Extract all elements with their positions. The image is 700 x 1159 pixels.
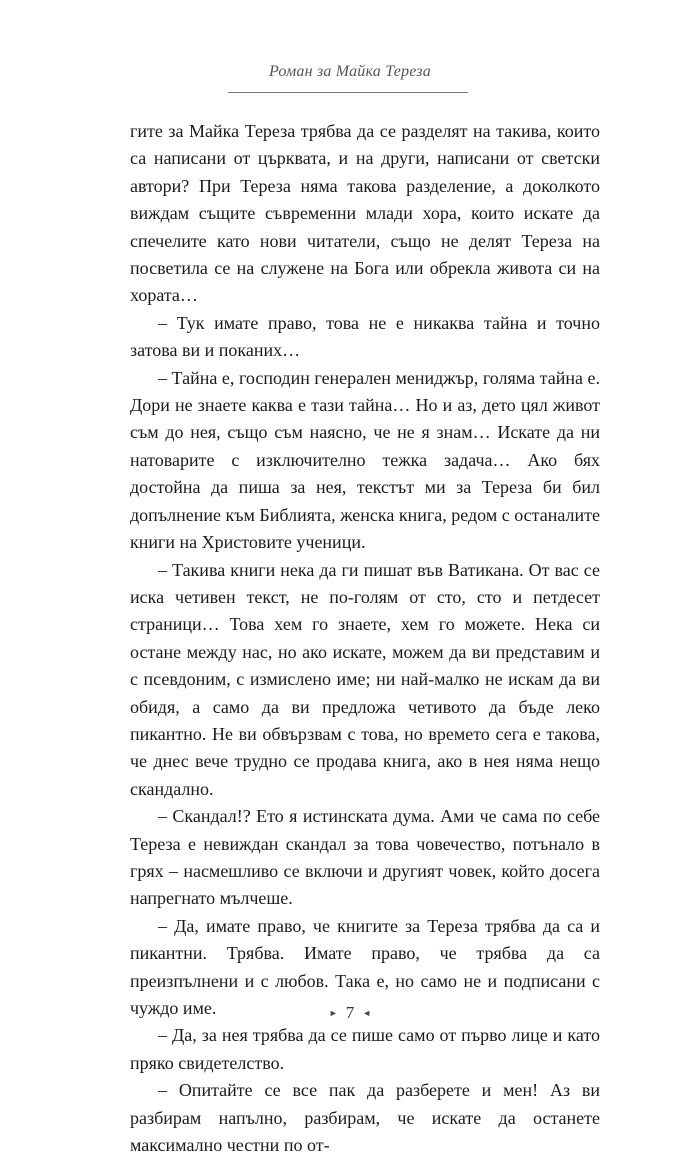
right-pointing-triangle-icon: ►	[328, 1008, 338, 1018]
paragraph-dialogue: – Тук имате право, това не е никаква тайна и точно затова ви и поканих…	[130, 312, 600, 361]
page-number: 7	[345, 1003, 355, 1022]
paragraph-dialogue: – Да, за нея трябва да се пише само от първо лице и като пряко свидетелство.	[130, 1025, 600, 1073]
left-pointing-triangle-icon: ◄	[362, 1008, 372, 1018]
header-rule	[228, 92, 468, 93]
paragraph-dialogue: – Такива книги нека да ги пишат във Ватикана. От вас се иска четивен текст, не по-голям от сто, сто и петдесет страници… Това хем го знаете, хем го можете. Нека си остане между нас, но ако искате, можем да ви представим и с псевдоним, с измислено име; ни най-малко не искам да ви обидя, а само да ви предложа четивото да бъде леко пикантно. Не ви обвързвам с това, но времето сега е такова, че днес вече трудно се продава книга, ако в нея няма нещо скандално.	[130, 559, 600, 799]
paragraph-dialogue: – Да, имате право, че книгите за Тереза трябва да са и пикантни. Трябва. Имате право, че трябва да са преизпълнени и с любов. Така е, но само не и подписани с чуждо име.	[130, 915, 600, 1018]
page-number-footer	[0, 1003, 700, 1023]
paragraph-dialogue: – Тайна е, господин генерален мениджър, голяма тайна е. Дори не знаете каква е тази тайна… Но и аз, дето цял живот съм до нея, също съм наясно, че не я знам… Искате да ни натоварите с изключително тежка задача… Ако бях достойна да пиша за нея, текстът ми за Тереза би бил допълнение към Библията, женска книга, редом с останалите книги на Христовите ученици.	[130, 367, 600, 553]
paragraph-dialogue: – Скандал!? Ето я истинската дума. Ами че сама по себе Тереза е невиждан скандал за това човечество, потънало в грях – насмешливо се включи и другият човек, който досега напрегнато мълчеше.	[130, 806, 600, 909]
paragraph-dialogue: – Опитайте се все пак да разберете и мен! Аз ви разбирам напълно, разбирам, че искате да останете максимално честни по от-	[130, 1080, 600, 1156]
paragraph-continued: гите за Майка Тереза трябва да се разделят на такива, които са написани от църквата, и на други, написани от светски автори? При Тереза няма такова разделение, а доколкото виждам същите съвременни млади хора, които искате да спечелите като нови читатели, също не делят Тереза на посветила се на служене на Бога или обрекла живота си на хората…	[130, 121, 600, 306]
running-head-title: Роман за Майка Тереза	[269, 63, 431, 80]
